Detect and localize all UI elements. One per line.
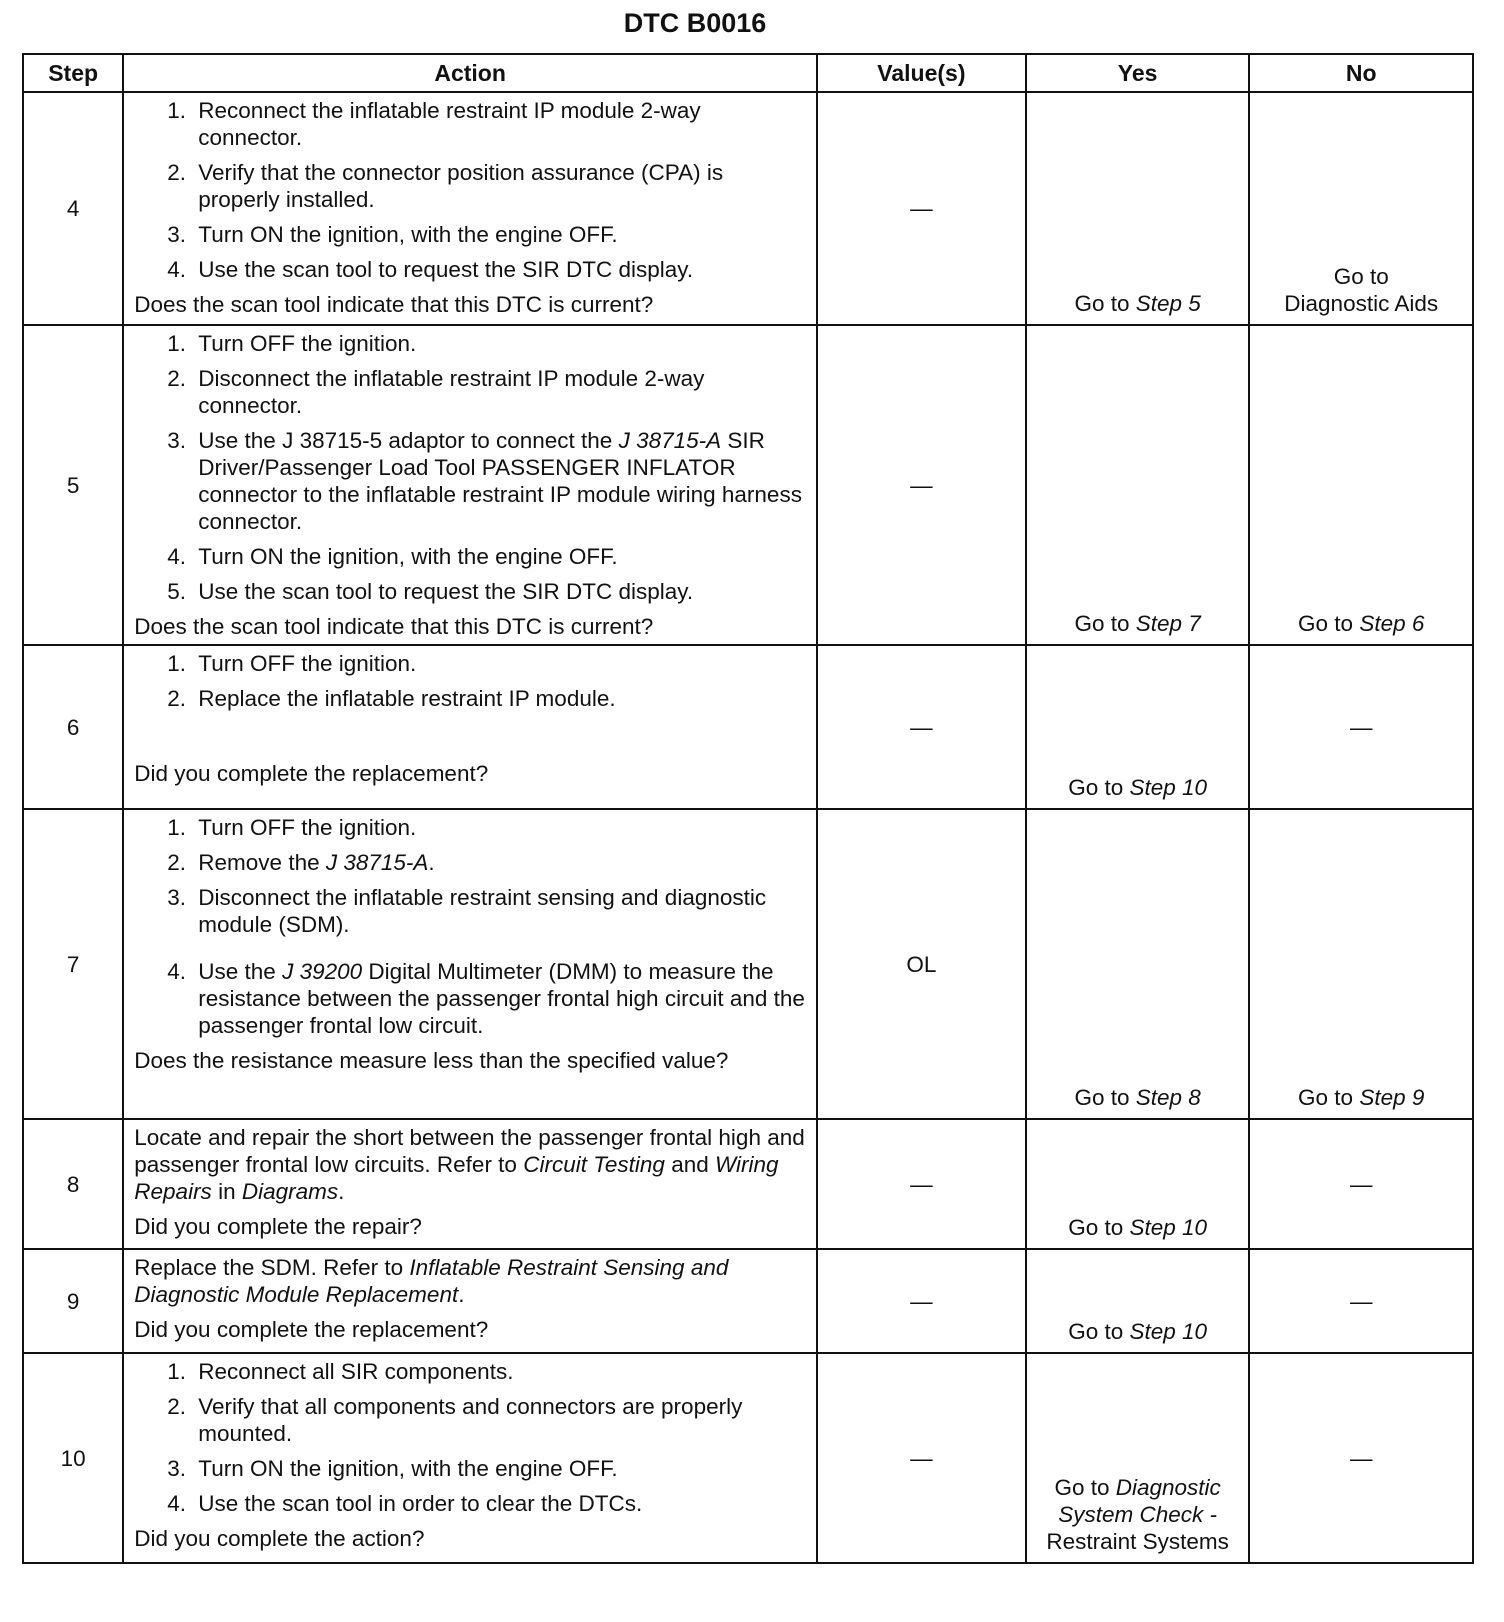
action-question: Did you complete the action? xyxy=(134,1526,425,1551)
list-item: 4. Use the scan tool in order to clear the DTCs. xyxy=(192,1490,808,1517)
list-item: 4. Use the scan tool to request the SIR DTC display. xyxy=(192,256,808,283)
yes-cell xyxy=(1026,1119,1250,1249)
page-title: DTC B0016 xyxy=(623,8,767,38)
action-list xyxy=(134,650,808,712)
list-item: 1. Turn OFF the ignition. xyxy=(192,330,808,357)
list-item: 2. Verify that all components and connectors are properly mounted. xyxy=(192,1393,808,1447)
item-text: Use the J 38715-5 adaptor to connect the xyxy=(198,428,619,453)
list-item: 3. Disconnect the inflatable restraint sensing and diagnostic module (SDM). xyxy=(192,884,808,938)
yes-prefix: Go to xyxy=(1068,1319,1130,1344)
step-number: 4 xyxy=(23,92,123,325)
doc-reference: Circuit Testing xyxy=(523,1152,665,1177)
step-number: 9 xyxy=(23,1249,123,1353)
step-number: 6 xyxy=(23,645,123,809)
no-cell xyxy=(1249,92,1473,325)
no-cell: — xyxy=(1249,1119,1473,1249)
table-row xyxy=(23,1249,1473,1353)
item-text: Use the xyxy=(198,959,283,984)
yes-link[interactable]: Step 5 xyxy=(1135,291,1201,316)
action-paragraph xyxy=(134,1124,808,1205)
value-cell: — xyxy=(817,1119,1026,1249)
action-question: Did you complete the replacement? xyxy=(134,1317,489,1342)
tool-reference: J 39200 xyxy=(282,959,363,984)
yes-cell xyxy=(1026,1249,1250,1353)
list-item: 1. Reconnect the inflatable restraint IP module 2-way connector. xyxy=(192,97,808,151)
yes-cell xyxy=(1026,92,1250,325)
action-list xyxy=(134,814,808,1039)
value-cell: — xyxy=(817,1353,1026,1563)
no-cell xyxy=(1249,809,1473,1119)
no-link[interactable]: Diagnostic Aids xyxy=(1284,291,1439,316)
action-cell xyxy=(123,1249,817,1353)
list-item: 1. Reconnect all SIR components. xyxy=(192,1358,808,1385)
list-item: 3. Turn ON the ignition, with the engine OFF. xyxy=(192,1455,808,1482)
yes-link[interactable]: Step 10 xyxy=(1129,1215,1208,1240)
yes-link[interactable]: Step 8 xyxy=(1135,1085,1201,1110)
yes-cell xyxy=(1026,645,1250,809)
action-question: Did you complete the repair? xyxy=(134,1214,422,1239)
step-number: 10 xyxy=(23,1353,123,1563)
header-no: No xyxy=(1249,54,1473,92)
action-question: Does the scan tool indicate that this DTC is current? xyxy=(134,292,654,317)
no-link[interactable]: Step 9 xyxy=(1359,1085,1425,1110)
list-item: 2. Replace the inflatable restraint IP module. xyxy=(192,685,808,712)
doc-reference: Inflatable Restraint Sensing and Diagnostic Module Replacement xyxy=(134,1255,729,1307)
action-question: Does the resistance measure less than the specified value? xyxy=(134,1048,729,1073)
yes-cell xyxy=(1026,325,1250,645)
value-cell: — xyxy=(817,1249,1026,1353)
yes-link[interactable]: Step 10 xyxy=(1129,775,1208,800)
yes-prefix: Go to xyxy=(1074,291,1136,316)
yes-link-tail[interactable]: Restraint Systems xyxy=(1046,1529,1229,1554)
table-row xyxy=(23,809,1473,1119)
value-cell: — xyxy=(817,645,1026,809)
no-cell: — xyxy=(1249,1353,1473,1563)
paragraph-text: and xyxy=(664,1152,715,1177)
table-row xyxy=(23,645,1473,809)
list-item: 5. Use the scan tool to request the SIR DTC display. xyxy=(192,578,808,605)
step-number: 8 xyxy=(23,1119,123,1249)
header-yes: Yes xyxy=(1026,54,1250,92)
header-step: Step xyxy=(23,54,123,92)
yes-link[interactable]: Diagnostic System Check - xyxy=(1058,1475,1221,1527)
paragraph-text: . xyxy=(458,1282,465,1307)
table-row xyxy=(23,1353,1473,1563)
doc-reference: Wiring Repairs xyxy=(134,1152,779,1204)
item-text: . xyxy=(428,850,435,875)
no-prefix: Go to xyxy=(1298,611,1360,636)
list-item xyxy=(192,427,808,535)
paragraph-text: Replace the SDM. Refer to xyxy=(134,1255,410,1280)
action-question: Did you complete the replacement? xyxy=(134,761,489,786)
no-link[interactable]: Step 6 xyxy=(1359,611,1425,636)
action-cell xyxy=(123,645,817,809)
action-cell xyxy=(123,1353,817,1563)
action-paragraph xyxy=(134,1254,808,1308)
value-cell: — xyxy=(817,92,1026,325)
no-line1: Go to xyxy=(1333,264,1389,289)
value-cell: — xyxy=(817,325,1026,645)
action-list xyxy=(134,97,808,283)
yes-link[interactable]: Step 10 xyxy=(1129,1319,1208,1344)
value-cell: OL xyxy=(817,809,1026,1119)
yes-prefix: Go to xyxy=(1068,775,1130,800)
yes-prefix: Go to xyxy=(1074,1085,1136,1110)
step-number: 5 xyxy=(23,325,123,645)
item-text: SIR Driver/Passenger Load Tool PASSENGER INFLATOR connector to the inflatable restraint IP module wiring harness connector. xyxy=(198,428,802,534)
yes-prefix: Go to xyxy=(1054,1475,1116,1500)
list-item: 1. Turn OFF the ignition. xyxy=(192,814,808,841)
action-question: Does the scan tool indicate that this DTC is current? xyxy=(134,614,654,639)
table-header-row xyxy=(23,54,1473,92)
list-item xyxy=(192,958,808,1039)
paragraph-text: in xyxy=(211,1179,242,1204)
doc-reference: Diagrams xyxy=(241,1179,339,1204)
list-item xyxy=(192,849,808,876)
item-text: Remove the xyxy=(198,850,326,875)
no-cell: — xyxy=(1249,645,1473,809)
tool-reference: J 38715-A xyxy=(325,850,429,875)
dtc-table xyxy=(22,53,1474,1564)
item-text: Digital Multimeter (DMM) to measure the resistance between the passenger frontal high circuit and the passenger frontal low circuit. xyxy=(198,959,805,1038)
yes-cell xyxy=(1026,1353,1250,1563)
list-item: 2. Disconnect the inflatable restraint IP module 2-way connector. xyxy=(192,365,808,419)
yes-cell xyxy=(1026,809,1250,1119)
no-cell xyxy=(1249,325,1473,645)
action-cell xyxy=(123,809,817,1119)
action-cell xyxy=(123,92,817,325)
action-list xyxy=(134,1358,808,1517)
paragraph-text: Locate and repair the short between the passenger frontal high and passenger frontal low circuits. Refer to xyxy=(134,1125,805,1177)
step-number: 7 xyxy=(23,809,123,1119)
paragraph-text: . xyxy=(338,1179,345,1204)
header-values: Value(s) xyxy=(817,54,1026,92)
table-row xyxy=(23,325,1473,645)
yes-prefix: Go to xyxy=(1068,1215,1130,1240)
no-cell: — xyxy=(1249,1249,1473,1353)
action-list xyxy=(134,330,808,605)
yes-link[interactable]: Step 7 xyxy=(1135,611,1201,636)
no-prefix: Go to xyxy=(1298,1085,1360,1110)
action-cell xyxy=(123,325,817,645)
action-cell xyxy=(123,1119,817,1249)
header-action: Action xyxy=(123,54,817,92)
table-row xyxy=(23,92,1473,325)
table-row xyxy=(23,1119,1473,1249)
list-item: 2. Verify that the connector position assurance (CPA) is properly installed. xyxy=(192,159,808,213)
list-item: 3. Turn ON the ignition, with the engine OFF. xyxy=(192,221,808,248)
yes-prefix: Go to xyxy=(1074,611,1136,636)
list-item: 4. Turn ON the ignition, with the engine OFF. xyxy=(192,543,808,570)
tool-reference: J 38715-A xyxy=(618,428,722,453)
list-item: 1. Turn OFF the ignition. xyxy=(192,650,808,677)
